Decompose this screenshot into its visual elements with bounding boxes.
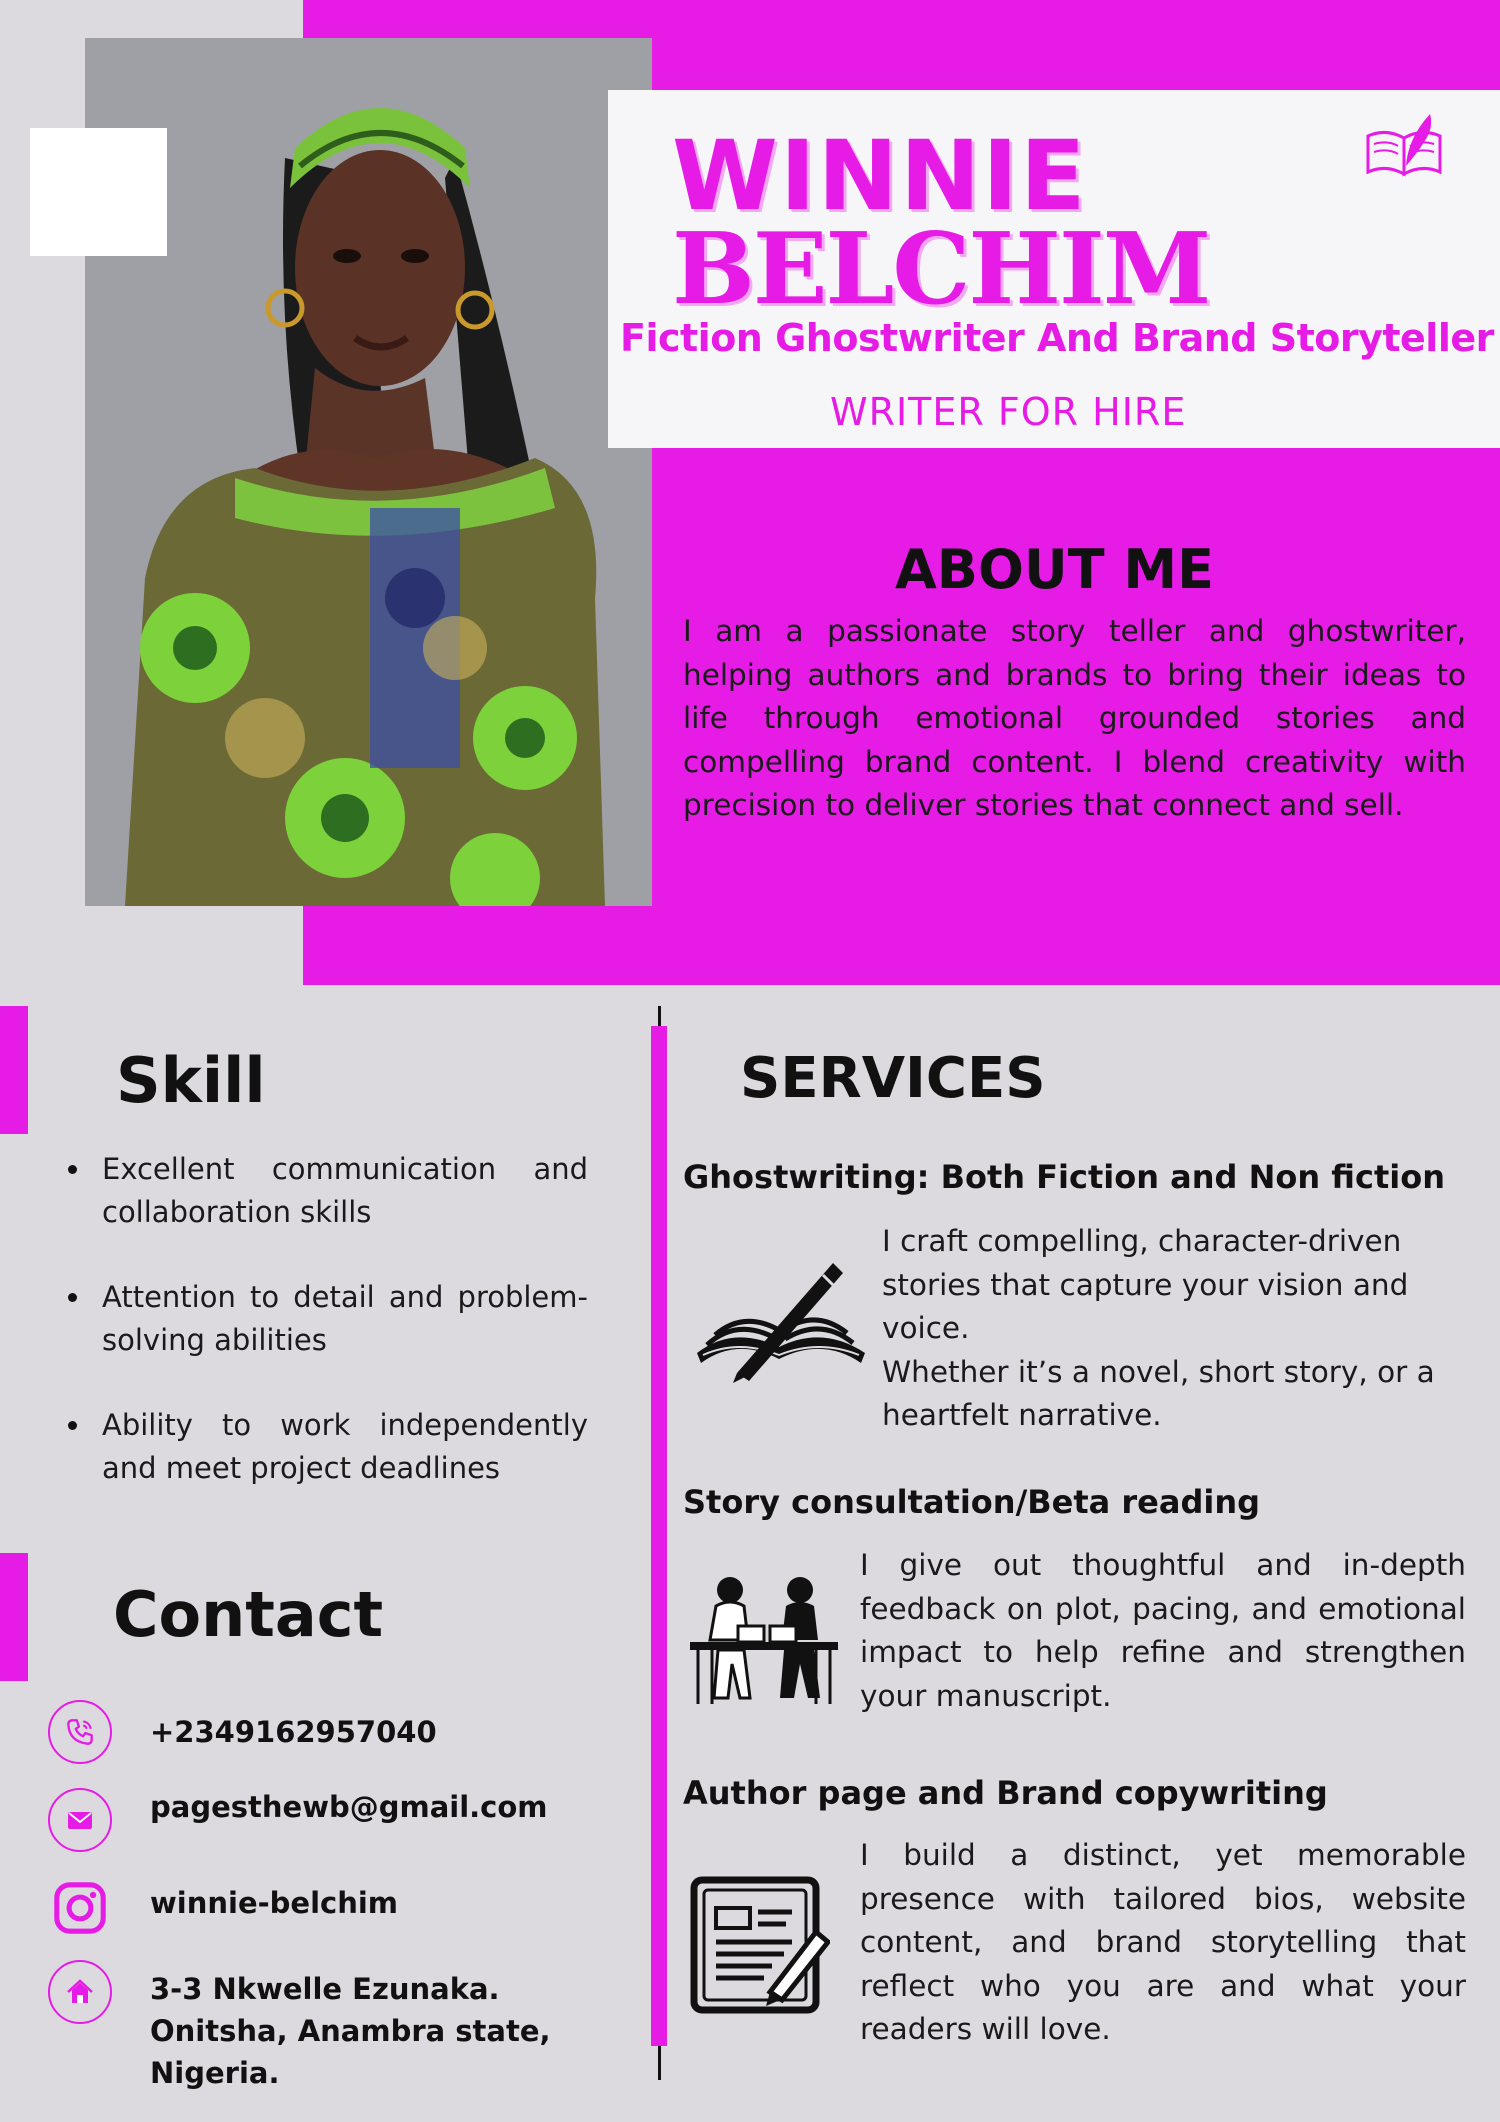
profile-photo — [85, 38, 652, 906]
phone-icon[interactable] — [48, 1700, 112, 1764]
divider-tick — [658, 2046, 661, 2080]
address-line: Onitsha, Anambra state, — [150, 2014, 551, 2048]
skill-accent-bar — [0, 1006, 28, 1134]
divider-tick — [658, 1006, 661, 1026]
service-heading: Ghostwriting: Both Fiction and Non fiction — [683, 1158, 1445, 1196]
service-text: Whether it’s a novel, short story, or a heartfelt narrative. — [882, 1354, 1435, 1432]
instagram-handle[interactable]: winnie-belchim — [150, 1886, 399, 1920]
instagram-icon[interactable] — [48, 1876, 112, 1940]
address — [150, 1968, 551, 2094]
phone-number[interactable]: +2349162957040 — [150, 1715, 437, 1749]
first-name: WINNIE — [672, 120, 1088, 232]
service-text: I give out thoughtful and in-depth feedback on plot, pacing, and emotional impact to help refine and strengthen your manuscript. — [860, 1548, 1466, 1713]
service-text: I craft compelling, character-driven stories that capture your vision and voice. — [882, 1224, 1409, 1345]
book-quill-icon — [1364, 108, 1446, 182]
about-title: ABOUT ME — [895, 538, 1214, 601]
people-at-desk-icon — [688, 1568, 840, 1706]
address-line: 3-3 Nkwelle Ezunaka. — [150, 1972, 500, 2006]
last-name: BELCHIM — [672, 212, 1210, 327]
service-heading: Author page and Brand copywriting — [683, 1774, 1328, 1812]
contact-title: Contact — [113, 1578, 384, 1651]
column-divider — [651, 1026, 667, 2046]
decorative-white-square — [30, 128, 167, 256]
envelope-icon[interactable] — [48, 1788, 112, 1852]
skill-item: Attention to detail and problem-solving abilities — [60, 1276, 588, 1362]
skill-item: Ability to work independently and meet project deadlines — [60, 1404, 588, 1490]
skill-list — [60, 1148, 588, 1532]
contact-accent-bar — [0, 1553, 28, 1681]
writer-for-hire: WRITER FOR HIRE — [830, 390, 1187, 434]
email-link[interactable]: pagesthewb@gmail.com — [150, 1790, 548, 1824]
tagline: Fiction Ghostwriter And Brand Storyteller — [620, 316, 1494, 360]
document-pen-icon — [688, 1874, 830, 2016]
address-line: Nigeria. — [150, 2056, 280, 2090]
home-icon — [48, 1960, 112, 2024]
service-heading: Story consultation/Beta reading — [683, 1483, 1261, 1521]
services-title: SERVICES — [740, 1046, 1046, 1111]
skill-item: Excellent communication and collaboration skills — [60, 1148, 588, 1234]
service-text: I build a distinct, yet memorable presence with tailored bios, website content, and brand storytelling that reflect who you are and what your readers will love. — [860, 1838, 1466, 2046]
book-pen-icon — [693, 1255, 869, 1385]
service-description — [882, 1220, 1462, 1438]
about-text: I am a passionate story teller and ghostwriter, helping authors and brands to bring their ideas to life through emotional grounded stories and compelling brand content. I blend creativity with precision to deliver stories that connect and sell. — [683, 614, 1466, 822]
skill-title: Skill — [116, 1044, 266, 1117]
